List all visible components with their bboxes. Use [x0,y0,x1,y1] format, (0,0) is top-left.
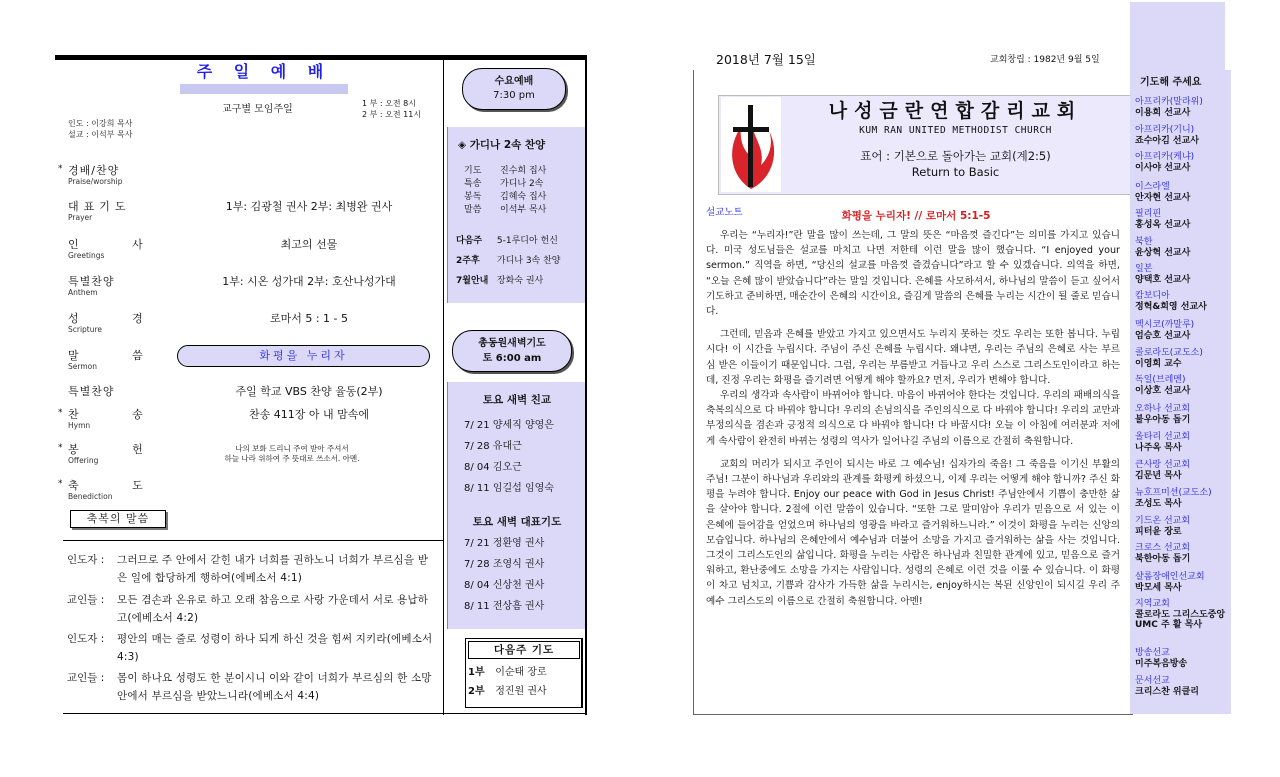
order-label-ko: 경배/찬양 [68,164,120,177]
sermon-heading: 화평을 누리자! // 로마서 5:1-5 [841,210,991,222]
order-label-en: Anthem [68,288,98,297]
prayer-item-mission: 샬롬장애인선교회 [1135,572,1205,582]
top-rule [55,55,586,60]
sermon-paragraph: 그런데, 믿음과 은혜를 받았고 가지고 있으면서도 누리지 못하는 것도 우리는 또한 봅니다. 누립시다! 이 시간을 누립시다. 주님이 주신 은혜를 누립시다. 왜냐면, 우리는 주님의 은혜로 사는 부르심 받은 이들이기 때문입니다. 그럼, 우리는 부름받고 거듭나고 우리 스스로 그리스도인이라고 하는데, 진정 우리는 화평을 즐기려면 어떻게 해야 할까요? 먼저, 우리가 변해야 합니다. [706,329,1120,386]
prayer-item-mission: 아프리카(기니) [1135,125,1195,135]
bottom-rule [63,713,586,714]
motto-english: Return to Basic [911,165,1000,179]
list-item: 7/ 28 조영식 권사 [464,559,545,570]
prayer-item-mission: 방송선교 [1135,648,1170,658]
prayer-item-name: 북한아동 돕기 [1135,553,1191,564]
reading-text: 몸이 하나요 성령도 한 분이시니 이와 같이 너희가 부르심의 한 소망 안에서 부르심을 받았느니라(에베소서 4:4) [117,672,432,702]
schedule-row: 2주후 가디나 3속 찬양 [456,256,561,266]
order-label-en: Praise/worship [68,177,123,186]
sidebar-top-tab [1130,2,1225,70]
duty-row: 봉독 김혜숙 집사 [464,192,547,202]
prayer-item [1135,291,1230,312]
reader-label: 교인들 : [67,672,105,684]
order-label-ko: 축 도 [68,479,168,492]
prayer-item-mission: 뉴호프미션(교도소) [1135,488,1212,498]
sermon-paragraph: 우리는 “누리자!”란 말을 많이 쓰는데, 그 말의 뜻은 “마음껏 즐긴다”는 의미를 가지고 있습니다. 미국 성도님들은 설교를 마치고 나면 저한테 이런 말을 많이 했습니다. “I enjoyed your sermon.” 직역을 하면, “당신의 설교를 마음껏 즐겼습니다”라고 할 수 있겠습니다. 의역을 하면, “오늘 은혜 많이 받았습니다”라는 말일 것입니다. 은혜를 사모하셔서, 하나님의 말씀이 듣고 싶어서 기도하고 준비하면, 매순간이 은혜의 시간이요, 즐김게 말씀의 은혜를 누리는 시간이 될 줄로 믿습니다. [706,230,1120,318]
list-item: 2부 정진원 권사 [468,686,547,697]
order-content: 1부: 시온 성가대 2부: 호산나성가대 [222,275,396,288]
prayer-item [1135,543,1230,564]
prayer-item-mission: 필리핀 [1135,209,1162,219]
column-divider [443,60,444,715]
prayer-item [1135,152,1230,173]
prayer-item-name: 엄승호 선교사 [1135,330,1191,341]
prayer-item [1135,460,1230,481]
dawn-time: 토 6:00 am [482,353,542,364]
prayer-item-name: 이사야 선교사 [1135,162,1191,173]
worship-title [180,62,348,95]
prayer-item [1135,348,1230,369]
sermon-body [706,228,1120,617]
wed-title: 수요예배 [494,76,534,87]
prayer-item-mission: 일본 [1135,264,1153,274]
blessing-label: 축복의 말씀 [70,510,166,528]
order-label-en: Prayer [68,213,93,222]
prayer-item [1135,599,1230,631]
prayer-item-name: 양택호 선교사 [1135,274,1191,285]
sat-snack-list [464,415,554,499]
prayer-item [1135,488,1230,509]
schedule-row: 다음주 5-1루디아 헌신 [456,236,558,246]
bulletin-date: 2018년 7월 15일 [716,52,816,67]
prayer-item [1135,97,1230,118]
order-label-ko: 특별찬양 [68,275,115,288]
worship-leaders [68,118,132,140]
dawn-title: 총동원새벽기도 [478,338,546,349]
prayer-item [1135,648,1230,669]
order-label-ko: 봉 헌 [68,443,168,456]
list-item: 7/ 21 양세직 양영은 [464,420,554,431]
prayer-item-mission: 올타리 선교회 [1135,432,1191,442]
sermon-paragraph: 우리의 생각과 속사람이 바뀌어야 합니다. 마음이 바뀌어야 한다는 것입니다. 우리의 패배의식을 축복의식으로 다 바꿔야 합니다! 우리의 손님의식을 주인의식으로 다 바꿔야 합니다! 우리의 교만과 부정의식을 겸손과 긍정적 의식으로 다 바꿔야 합니다! 다 바꿉시다! 오늘 이 아침에 여러분과 저에게 속사람이 완전히 바뀌는 성령의 역사가 일어나길 주님의 이름으로 간절히 축원합니다. [706,390,1120,447]
choir-title: ◈ 가디나 2속 찬양 [458,139,546,151]
sidebar-flag [1225,70,1231,94]
prayer-item-name: 이영희 교수 [1135,358,1182,369]
prayer-item-mission: 북한 [1135,237,1153,247]
service-time-1: 1 부 : 오전 8시 [362,99,416,108]
list-item: 7/ 28 유대근 [464,441,522,452]
order-bullet: * [58,479,63,489]
prayer-item-mission: 아프리카(케냐) [1135,152,1195,162]
duty-row: 기도 진수희 집사 [464,166,547,176]
worship-title-text: 주 일 예 배 [196,62,332,81]
page-frame-left [693,70,694,715]
order-label-ko: 찬 송 [68,408,168,421]
prayer-item-name: 이상호 선교사 [1135,385,1191,396]
list-item: 1부 이순태 장로 [468,667,547,678]
list-item: 8/ 04 김오근 [464,462,522,473]
church-motto [783,148,1128,180]
prayer-item-name: 윤상혁 선교사 [1135,247,1191,258]
order-content: 찬송 411장 아 내 맘속에 [249,408,369,421]
next-week-prayer-title: 다음주 기도 [468,641,580,659]
prayer-item-mission: 큰사랑 선교회 [1135,460,1191,470]
page-edge-line [585,55,587,715]
order-label-en: Scripture [68,325,103,334]
next-week-prayer-list [468,663,547,701]
prayer-item-name: 이용희 선교사 [1135,107,1191,118]
reading-text: 그러므로 주 안에서 갇힌 내가 너희를 권하노니 너희가 부르심을 받은 일에 합당하게 행하여(에베소서 4:1) [117,554,429,584]
list-item: 7/ 21 정환영 권사 [464,538,545,549]
dawn-prayer-pill [452,330,572,372]
prayer-item-mission: 지역교회 [1135,599,1170,609]
order-content: 로마서 5 : 1 - 5 [269,312,349,325]
list-item: 8/ 11 전상흠 권사 [464,601,545,612]
order-content: 주일 학교 VBS 찬양 율동(2부) [235,385,383,398]
order-label-en: Hymn [68,421,91,430]
offering-line: 나의 보화 드리니 주여 받아 주셔서 [235,444,349,453]
prayer-item-name: 크리스찬 위클리 [1135,686,1199,697]
prayer-item-name: 죠수아김 선교사 [1135,135,1199,146]
order-content: 1부: 김광철 권사 2부: 최병완 권사 [225,200,393,213]
sat-prayer-list [464,533,544,617]
list-item: 8/ 04 신상천 권사 [464,580,545,591]
reader-label: 인도자 : [67,554,105,566]
order-label-en: Sermon [68,362,97,371]
prayer-item [1135,375,1230,396]
prayer-sidebar-title: 기도해 주세요 [1140,77,1202,88]
wed-time: 7:30 pm [493,90,535,101]
prayer-item-name: 콜로라도 그리스도중앙 UMC 주 활 목사 [1135,609,1226,630]
service-time-2: 2 부 : 오전 11시 [362,110,422,119]
prayer-item-mission: 이스라엘 [1135,182,1170,192]
prayer-item-mission: 기드온 선교회 [1135,516,1191,526]
prayer-item [1135,404,1230,425]
title-underline-bar [180,84,348,94]
prayer-item [1135,182,1230,203]
prayer-item-name: 나주옥 목사 [1135,442,1182,453]
leader-line: 인도 : 이강희 목사 [68,119,133,128]
order-label-ko: 성 경 [68,312,168,325]
prayer-item-mission: 문서선교 [1135,676,1170,686]
duty-row: 특송 가디나 2속 [464,179,544,189]
cross-flame-logo-icon [721,97,781,192]
prayer-item [1135,432,1230,453]
order-content: 최고의 선물 [280,238,338,251]
choir-panel [447,127,585,303]
sermon-title-pill: 화평을 누리자 [177,345,430,367]
offering-line: 하늘 나라 위하여 주 뜻대로 쓰소서. 아멘. [224,454,360,463]
prayer-item [1135,516,1230,537]
prayer-item-name: 미주복음방송 [1135,658,1188,669]
saturday-panel [447,382,585,629]
prayer-item-name: 조성도 목사 [1135,498,1182,509]
list-item: 8/ 11 임길섭 임영숙 [464,483,554,494]
prayer-item-mission: 멕시코(까말루) [1135,320,1195,330]
order-label-en: Greetings [68,251,105,260]
prayer-item [1135,125,1230,146]
reader-label: 교인들 : [67,594,105,606]
church-name-english: KUM RAN UNITED METHODIST CHURCH [859,125,1052,136]
prayer-item-name: 박모세 목사 [1135,582,1182,593]
prayer-item [1135,237,1230,258]
prayer-item-mission: 크로스 선교회 [1135,543,1191,553]
order-bullet: * [58,443,63,453]
prayer-item [1135,676,1230,697]
sat-snack-title: 토요 새벽 친교 [482,394,552,406]
prayer-item-name: 불우아동 돕기 [1135,414,1191,425]
section-divider [63,540,443,541]
prayer-item-mission: 아프리카(말라위) [1135,97,1203,107]
motto-korean: 표어 : 기본으로 돌아가는 교회(계2:5) [860,149,1051,163]
founding-date: 교회창립 : 1982년 9월 5일 [990,55,1100,65]
reading-text: 모든 겸손과 온유로 하고 오래 참음으로 사랑 가운데서 서로 용납하고(에베소서 4:2) [117,594,429,624]
order-label-ko: 말 씀 [68,349,168,362]
page-frame-bottom [693,714,1133,715]
prayer-item-name: 홍성옥 선교사 [1135,219,1191,230]
church-name: 나성금란연합감리교회 [828,100,1083,122]
prayer-item [1135,209,1230,230]
wednesday-service-pill [462,68,566,110]
choir-duties [464,165,546,217]
duty-row: 말씀 이석부 목사 [464,205,547,215]
order-label-en: Benediction [68,492,113,501]
sermon-paragraph: 교회의 머리가 되시고 주인이 되시는 바로 그 예수님! 십자가의 죽음! 그 죽음을 이기신 부활의 주님! 그분이 하나님과 우리와의 관계를 화평케 하셨으니, 이제 우리는 어떻게 해야 합니까? 주신 화평을 누려야 합니다. Enjoy our peace with God in Jesus Christ! 주님안에서 기쁨이 충만한 삶을 살아야 합니다. 2절에 이런 말씀이 있습니다. “또한 그로 말미암아 우리가 믿음으로 서 있는 이 은혜에 들어감을 얻었으며 하나님의 영광을 바라고 즐거워하느니라.” 이것이 화평을 누리는 신앙의 모습입니다. 하나님의 은혜안에서 예수님과 더불어 소망을 가지고 즐거워하는 삶을 사는 것입니다. 그것이 그리스도인의 삶입니다. 화평을 누리는 사람은 하나님과 친밀한 관계에 있고, 믿음으로 즐거워하고, 환난중에도 소망을 가지는 사람입니다. 성령의 은혜로 이런 것을 이룰 수 있습니다. 이 화평이 차고 넘치고, 기쁨과 감사가 가득한 삶을 누리시는, enjoy하시는 복된 신앙인이 되시길 우리 주 예수 그리스도의 이름으로 간절히 축원합니다. 아멘! [706,458,1120,607]
order-label-en: Offering [68,456,99,465]
prayer-item-name: 피터윤 장로 [1135,526,1182,537]
reader-label: 인도자 : [67,633,105,645]
schedule-row: 7월안내 장화숙 권사 [456,276,544,286]
prayer-item-mission: 오하나 선교회 [1135,404,1191,414]
next-week-prayer-box [465,638,583,708]
order-bullet: * [58,164,63,174]
prayer-item-name: 김문년 목사 [1135,470,1182,481]
sermon-note-label: 설교노트 [706,207,743,218]
prayer-item-name: 안자현 선교사 [1135,192,1191,203]
preacher-line: 설교 : 이석부 목사 [68,130,133,139]
prayer-item-mission: 독일(브레멘) [1135,375,1186,385]
order-label-ko: 인 사 [68,238,168,251]
order-bullet: * [58,408,63,418]
prayer-item-mission: 콜로라도(교도소) [1135,348,1203,358]
choir-schedule [456,231,561,291]
service-times [362,98,421,120]
sat-prayer-title: 토요 새벽 대표기도 [472,516,562,528]
reading-text: 평안의 매는 줄로 성령이 하나 되게 하신 것을 힘써 지키라(에베소서 4:3) [117,633,433,663]
prayer-item [1135,572,1230,593]
prayer-item [1135,264,1230,285]
order-label-ko: 특별찬양 [68,385,115,398]
order-label-ko: 대표기도 [68,200,131,213]
offering-hymn-text [178,444,406,464]
prayer-item [1135,320,1230,341]
worship-subtitle: 교구별 모임주일 [222,104,293,115]
prayer-item-mission: 캄보디아 [1135,291,1170,301]
prayer-item-name: 정혁&희영 선교사 [1135,301,1207,312]
